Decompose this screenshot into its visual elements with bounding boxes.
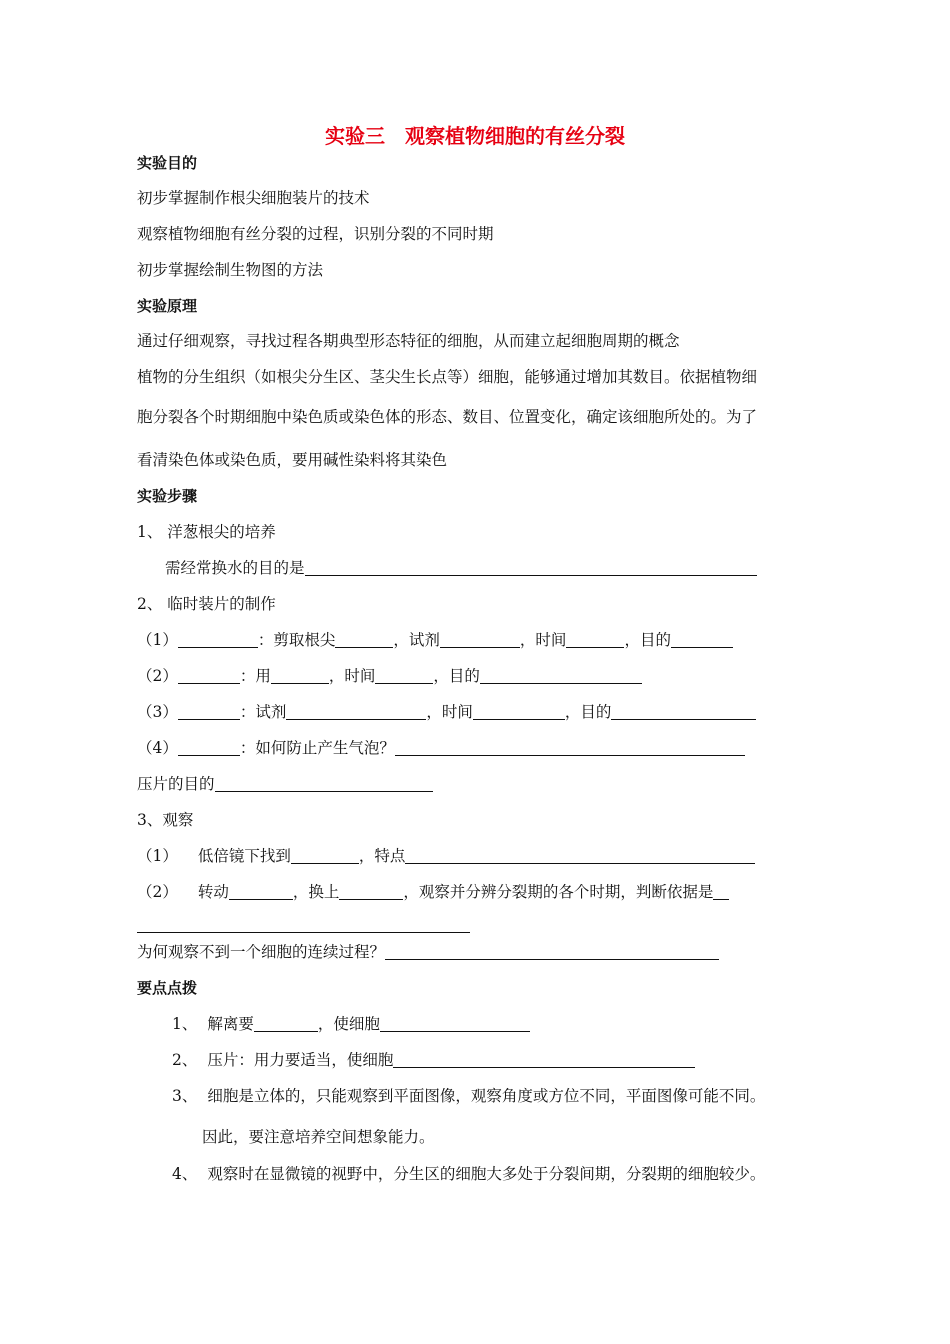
purpose-heading: 实验目的 <box>137 154 198 172</box>
purpose-item-2: 观察植物细胞有丝分裂的过程，识别分裂的不同时期 <box>137 225 494 243</box>
answer-blank[interactable] <box>385 943 719 960</box>
row-text: ，目的 <box>433 667 480 685</box>
row-text: ，时间 <box>426 703 473 721</box>
point-number: 1、 <box>172 1015 198 1033</box>
row-number: （3） <box>137 703 178 721</box>
answer-blank[interactable] <box>178 631 258 648</box>
principle-line-2: 植物的分生组织（如根尖分生区、茎尖生长点等）细胞，能够通过增加其数目。依据植物细 <box>137 368 758 386</box>
principle-line-3: 胞分裂各个时期细胞中染色质或染色体的形态、数目、位置变化，确定该细胞所处的。为了 <box>137 408 758 426</box>
colon: ： <box>239 667 256 685</box>
point-text: 压片：用力要适当，使细胞 <box>207 1051 394 1069</box>
step3-row-2 <box>137 881 729 903</box>
answer-blank[interactable] <box>440 631 520 648</box>
why-question <box>137 941 719 963</box>
step1-question <box>165 557 757 579</box>
answer-blank[interactable] <box>229 883 293 900</box>
row-text: ，试剂 <box>393 631 440 649</box>
points-heading: 要点点拨 <box>137 979 198 997</box>
row-text: 试剂 <box>255 703 287 721</box>
answer-blank[interactable] <box>405 847 755 864</box>
row-text: 用 <box>255 667 271 685</box>
answer-blank[interactable] <box>254 1015 318 1032</box>
press-question-text: 压片的目的 <box>137 775 215 793</box>
row-text: 剪取根尖 <box>273 631 336 649</box>
colon: ： <box>239 703 256 721</box>
why-question-text: 为何观察不到一个细胞的连续过程？ <box>137 943 386 961</box>
row-text: ，换上 <box>292 883 340 901</box>
row-number: （2） <box>137 883 178 901</box>
colon: ： <box>239 739 256 757</box>
step2-row-4 <box>137 737 745 759</box>
answer-blank[interactable] <box>375 667 433 684</box>
answer-blank[interactable] <box>480 667 642 684</box>
step2-row-2 <box>137 665 642 687</box>
answer-blank-continuation[interactable] <box>137 932 470 933</box>
point-number: 3、 <box>172 1087 198 1105</box>
point-text: 解离要 <box>207 1015 254 1033</box>
step2-row-1 <box>137 629 733 651</box>
answer-blank[interactable] <box>271 667 329 684</box>
point-text: ，使细胞 <box>317 1015 380 1033</box>
purpose-item-3: 初步掌握绘制生物图的方法 <box>137 261 324 279</box>
answer-blank[interactable] <box>335 631 393 648</box>
answer-blank[interactable] <box>473 703 565 720</box>
answer-blank[interactable] <box>611 703 756 720</box>
point-3 <box>172 1085 765 1107</box>
principle-line-1: 通过仔细观察，寻找过程各期典型形态特征的细胞，从而建立起细胞周期的概念 <box>137 332 680 350</box>
row-text: ，时间 <box>328 667 376 685</box>
row-text: 转动 <box>197 883 229 901</box>
answer-blank[interactable] <box>215 775 433 792</box>
answer-blank[interactable] <box>395 739 745 756</box>
step3-row-1 <box>137 845 755 867</box>
step1-question-text: 需经常换水的目的是 <box>165 559 305 577</box>
row-number: （2） <box>137 667 178 685</box>
step2-label: 2、 临时装片的制作 <box>137 595 276 613</box>
answer-blank[interactable] <box>671 631 733 648</box>
answer-blank[interactable] <box>178 739 240 756</box>
row-number: （1） <box>137 631 178 649</box>
answer-blank[interactable] <box>178 667 240 684</box>
row-text: ，特点 <box>358 847 406 865</box>
row-text: ，观察并分辨分裂期的各个时期，判断依据是 <box>403 883 714 901</box>
answer-blank[interactable] <box>339 883 403 900</box>
colon: ： <box>257 631 274 649</box>
principle-heading: 实验原理 <box>137 297 198 315</box>
principle-line-4: 看清染色体或染色质，要用碱性染料将其染色 <box>137 451 448 469</box>
point-4 <box>172 1163 765 1185</box>
step2-row-3 <box>137 701 756 723</box>
answer-blank[interactable] <box>393 1051 695 1068</box>
answer-blank[interactable] <box>566 631 624 648</box>
page-title: 实验三 观察植物细胞的有丝分裂 <box>325 124 625 148</box>
answer-blank[interactable] <box>286 703 426 720</box>
purpose-item-1: 初步掌握制作根尖细胞装片的技术 <box>137 189 370 207</box>
row-number: （1） <box>137 847 178 865</box>
step1-label: 1、 洋葱根尖的培养 <box>137 523 276 541</box>
row-text: ，目的 <box>624 631 671 649</box>
row-number: （4） <box>137 739 178 757</box>
row-text: ，时间 <box>519 631 567 649</box>
press-question <box>137 773 433 795</box>
point-number: 4、 <box>172 1165 198 1183</box>
point-text: 观察时在显微镜的视野中，分生区的细胞大多处于分裂间期，分裂期的细胞较少。 <box>207 1165 766 1183</box>
row-text: ，目的 <box>564 703 612 721</box>
point-text: 细胞是立体的，只能观察到平面图像，观察角度或方位不同，平面图像可能不同。 <box>207 1087 766 1105</box>
step3-label: 3、观察 <box>137 811 194 829</box>
point-1 <box>172 1013 530 1035</box>
row-text: 如何防止产生气泡？ <box>255 739 395 757</box>
answer-blank[interactable] <box>380 1015 530 1032</box>
answer-blank[interactable] <box>305 559 757 576</box>
point-number: 2、 <box>172 1051 198 1069</box>
point-2 <box>172 1049 695 1071</box>
point-3-continuation: 因此，要注意培养空间想象能力。 <box>202 1128 435 1146</box>
answer-blank[interactable] <box>713 883 729 900</box>
answer-blank[interactable] <box>291 847 359 864</box>
row-text: 低倍镜下找到 <box>197 847 291 865</box>
answer-blank[interactable] <box>178 703 240 720</box>
steps-heading: 实验步骤 <box>137 487 198 505</box>
